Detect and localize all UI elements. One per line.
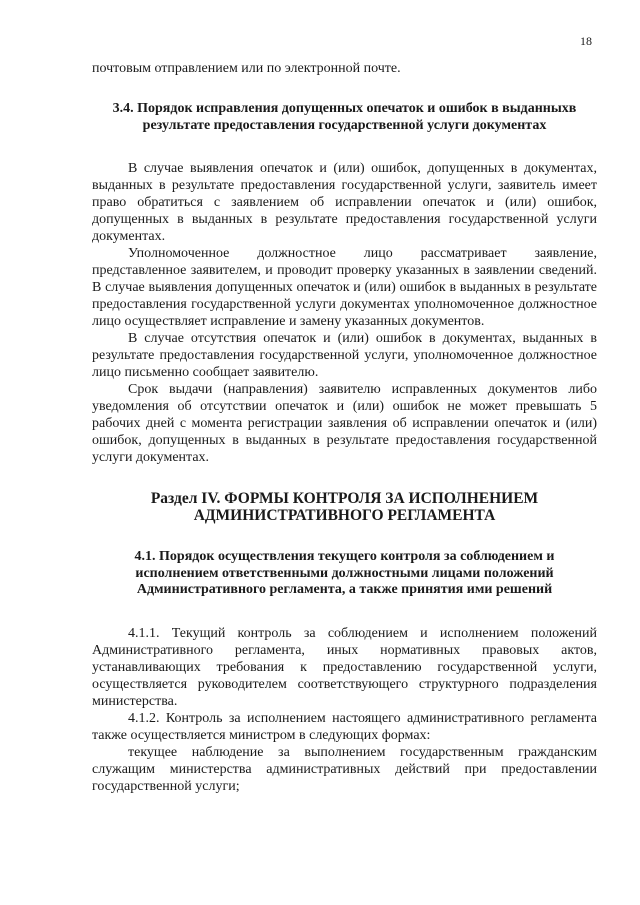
section-3-4-heading: 3.4. Порядок исправления допущенных опечаток и ошибок в выданныхв результате предоставления государственной услуги документах [112,101,577,133]
section-4-1-heading: 4.1. Порядок осуществления текущего контроля за соблюдением и исполнением ответственными должностными лицами положений Административного регламента, а также принятия ими решений [134,549,555,597]
paragraph: текущее наблюдение за выполнением государственным гражданским служащим министерства административных действий при предоставлении государственной услуги; [92,744,597,794]
paragraph: В случае отсутствия опечаток и (или) ошибок в документах, выданных в результате предоставления государственной услуги, уполномоченное должностное лицо письменно сообщает заявителю. [92,331,597,380]
paragraph: Срок выдачи (направления) заявителю исправленных документов либо уведомления об отсутствии опечаток и (или) ошибок не может превышать 5 рабочих дней с момента регистрации заявления об исправлении опечаток и (или) ошибок, допущенных в выданных в результате предоставления государственной услуги документах. [92,382,597,465]
paragraph: 4.1.2. Контроль за исполнением настоящего административного регламента также осуществляется министром в следующих формах: [92,710,597,743]
paragraph: В случае выявления опечаток и (или) ошибок, допущенных в документах, выданных в результате предоставления государственной услуги, заявитель имеет право обратиться с заявлением об исправлении опечаток и (или) ошибок, допущенных в выданных в результате предоставления государственной услуги документах. [92,161,597,244]
paragraph: Уполномоченное должностное лицо рассматривает заявление, представленное заявителем, и проводит проверку указанных в заявлении сведений. В случае выявления допущенных опечаток и (или) ошибок в выданных в результате предоставления государственной услуги документах уполномоченное должностное лицо осуществляет исправление и замену указанных документов. [92,246,597,329]
page-number: 18 [580,34,592,48]
part-4-heading: Раздел IV. ФОРМЫ КОНТРОЛЯ ЗА ИСПОЛНЕНИЕМ АДМИНИСТРАТИВНОГО РЕГЛАМЕНТА [150,490,539,524]
document-body [92,60,597,795]
paragraph: 4.1.1. Текущий контроль за соблюдением и исполнением положений Административного регламента, иных нормативных правовых актов, устанавливающих требования к предоставлению государственной услуги, осуществляется руководителем соответствующего структурного подразделения министерства. [92,625,597,709]
top-line: почтовым отправлением или по электронной почте. [92,61,401,76]
